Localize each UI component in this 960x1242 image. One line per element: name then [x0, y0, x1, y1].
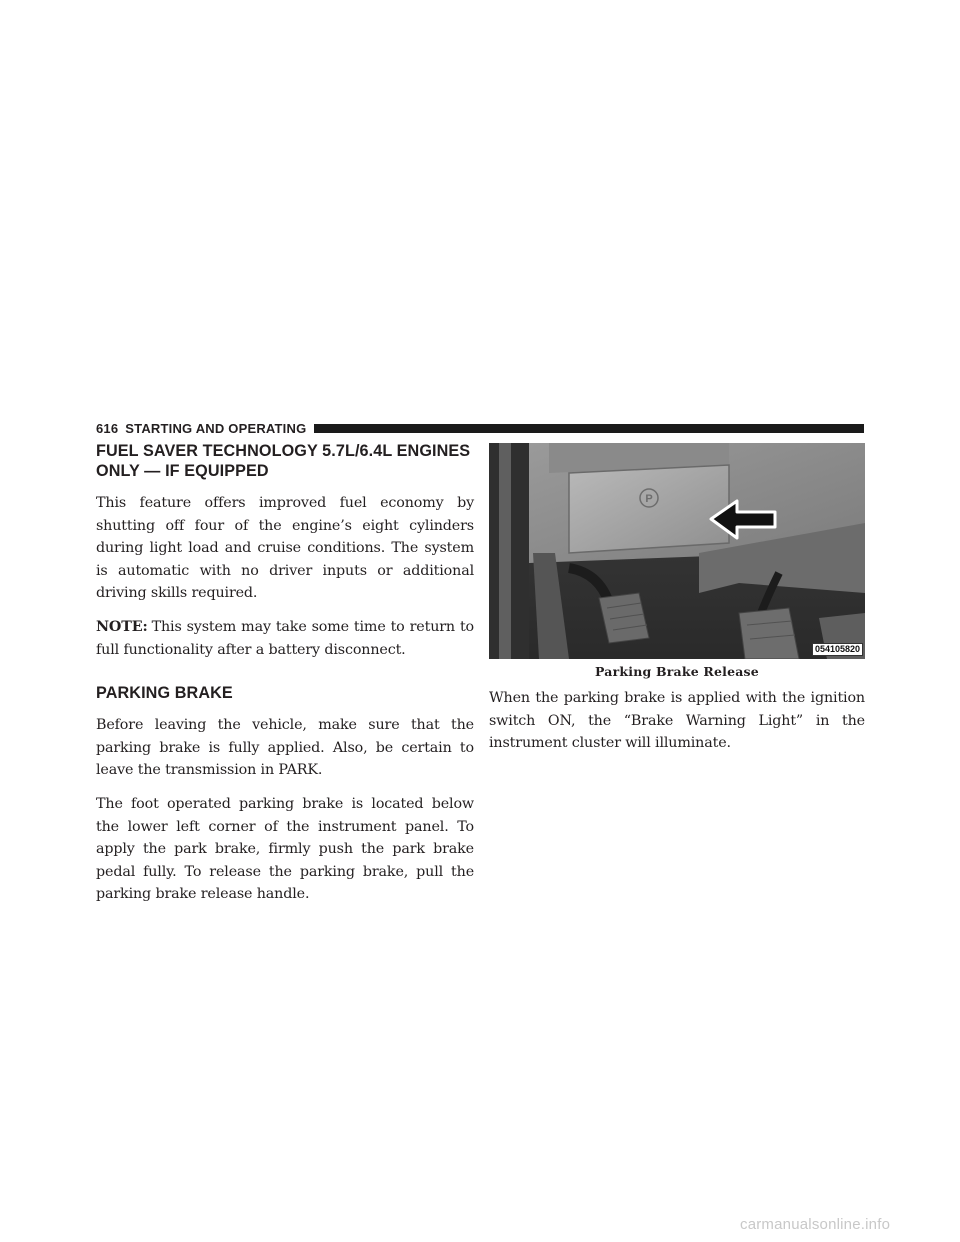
brake-warning-paragraph: When the parking brake is applied with the ignition switch ON, the “Brake Warning Light” in the instrument cluster will illuminate.	[489, 690, 865, 752]
parking-brake-heading: PARKING BRAKE	[96, 684, 233, 703]
note-text: This system may take some time to return to full functionality after a battery disconnect.	[96, 618, 474, 658]
fuel-saver-heading	[96, 441, 474, 481]
fuel-saver-note	[96, 616, 474, 661]
left-column	[96, 441, 474, 917]
photo-illustration	[489, 443, 865, 659]
parking-brake-release-handle	[569, 465, 729, 553]
parking-brake-paragraph-1: Before leaving the vehicle, make sure that the parking brake is fully applied. Also, be certain to leave the transmission in PARK.	[96, 717, 474, 779]
parking-brake-paragraph-2: The foot operated parking brake is located below the lower left corner of the instrument panel. To apply the park brake, firmly push the park brake pedal fully. To release the parking brake, pull the parking brake release handle.	[96, 795, 474, 903]
note-label: NOTE:	[96, 618, 148, 635]
figure-caption: Parking Brake Release	[595, 664, 759, 679]
watermark: carmanualsonline.info	[740, 1216, 891, 1233]
parking-brake-release-photo	[489, 443, 865, 659]
right-column	[489, 443, 865, 766]
fuel-saver-paragraph: This feature offers improved fuel economy by shutting off four of the engine’s eight cylinders during light load and cruise conditions. The system is automatic with no driver inputs or additional driving skills required.	[96, 495, 474, 602]
fuel-saver-heading-line2: ONLY — IF EQUIPPED	[96, 462, 269, 480]
section-title: STARTING AND OPERATING	[125, 420, 307, 436]
running-header	[96, 418, 864, 438]
page-number: 616	[96, 420, 119, 436]
fuel-saver-heading-line1: FUEL SAVER TECHNOLOGY 5.7L/6.4L ENGINES	[96, 442, 471, 460]
svg-text:P: P	[645, 493, 653, 505]
header-rule	[314, 424, 864, 433]
figure-code: 054105820	[812, 643, 863, 656]
